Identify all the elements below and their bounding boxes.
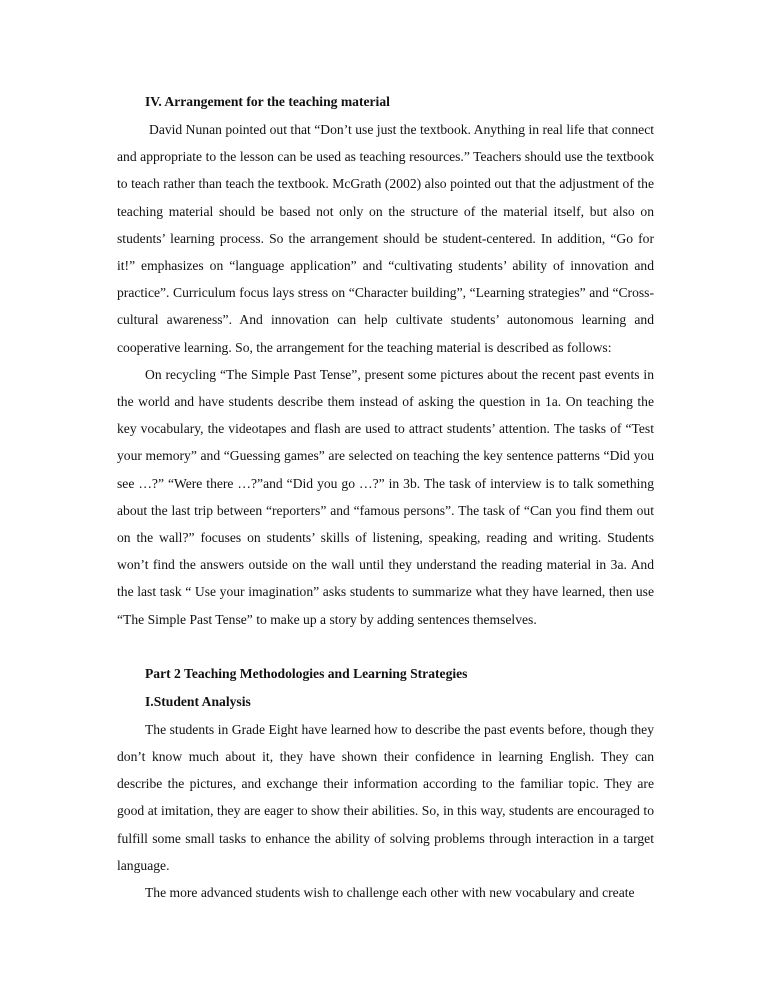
section-heading-arrangement: IV. Arrangement for the teaching material <box>145 94 390 109</box>
subheading-student-analysis: I.Student Analysis <box>145 693 251 709</box>
part-heading-methodologies: Part 2 Teaching Methodologies and Learning Strategies <box>145 665 468 681</box>
paragraph-grade-eight: The students in Grade Eight have learned how to describe the past events before, though they don’t know much about it, they have shown their confidence in learning English. They can describe the pictures, and exchange their information according to the familiar topic. They are good at imitation, they are eager to show their abilities. So, in this way, students are encouraged to fulfill some small tasks to enhance the ability of solving problems through interaction in a target language. <box>117 721 654 873</box>
paragraph-advanced-students: The more advanced students wish to challenge each other with new vocabulary and create <box>145 885 635 901</box>
paragraph-nunan: David Nunan pointed out that “Don’t use just the textbook. Anything in real life that connect and appropriate to the lesson can be used as teaching resources.” Teachers should use the textbook to teach rather than teach the textbook. McGrath (2002) also pointed out that the adjustment of the teaching material should be based not only on the structure of the material itself, but also on students’ learning process. So the arrangement should be student-centered. In addition, “Go for it!” emphasizes on “language application” and “cultivating students’ ability of innovation and practice”. Curriculum focus lays stress on “Character building”, “Learning strategies” and “Cross-cultural awareness”. And innovation can help cultivate students’ autonomous learning and cooperative learning. So, the arrangement for the teaching material is described as follows: <box>117 122 654 355</box>
page-content <box>117 88 654 906</box>
paragraph-recycling: On recycling “The Simple Past Tense”, present some pictures about the recent past events in the world and have students describe them instead of asking the question in 1a. On teaching the key vocabulary, the videotapes and flash are used to attract students’ attention. The tasks of “Test your memory” and “Guessing games” are selected on teaching the key sentence patterns “Did you see …?” “Were there …?”and “Did you go …?” in 3b. The task of interview is to talk something about the last trip between “reporters” and “famous persons”. The task of “Can you find them out on the wall?” focuses on students’ skills of listening, speaking, reading and writing. Students won’t find the answers outside on the wall until they understand the reading material in 3a. And the last task “ Use your imagination” asks students to summarize what they have learned, then use “The Simple Past Tense” to make up a story by adding sentences themselves. <box>117 366 654 627</box>
section-gap <box>117 633 654 660</box>
